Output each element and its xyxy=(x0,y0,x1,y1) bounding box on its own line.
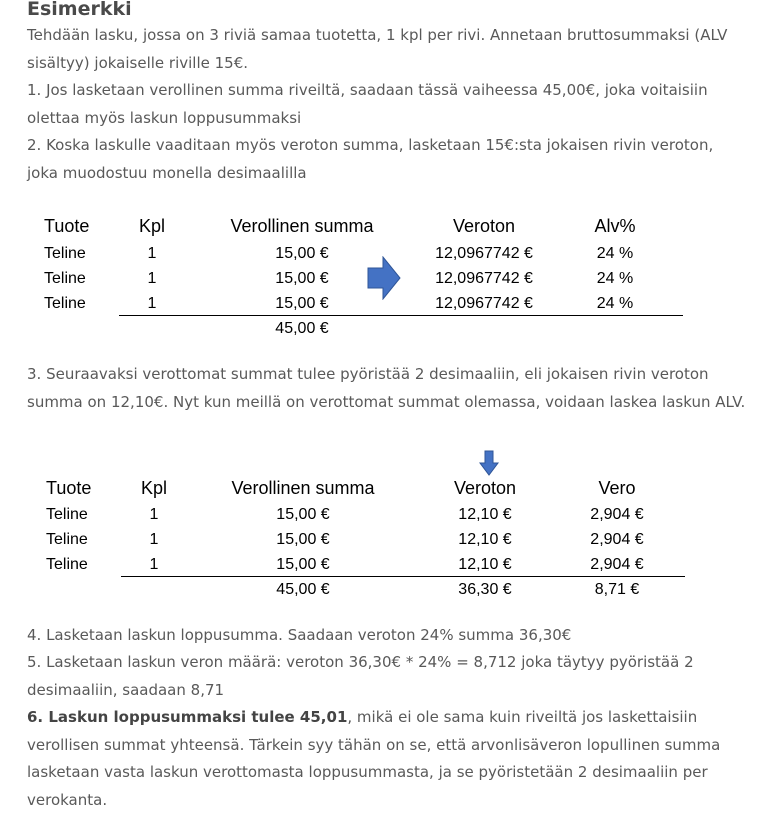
step-2-paragraph: 2. Koska laskulle vaaditaan myös veroton summa, lasketaan 15€:sta jokaisen rivin veroton, joka muodostuu monella desimaalilla xyxy=(27,136,714,182)
arrow-right-icon xyxy=(367,256,401,300)
table-header: Tuote xyxy=(44,216,90,236)
table-cell: 15,00 € xyxy=(275,295,329,312)
table-cell: Teline xyxy=(46,506,88,523)
table-cell: 15,00 € xyxy=(276,506,330,523)
table-header: Verollinen summa xyxy=(231,478,375,498)
table-total: 36,30 € xyxy=(458,581,512,598)
table-total: 45,00 € xyxy=(276,581,330,598)
step-1-paragraph: 1. Jos lasketaan verollinen summa riveiltä, saadaan tässä vaiheessa 45,00€, joka voitaisiin olettaa myös laskun loppusummaksi xyxy=(27,81,708,127)
table-cell: 12,10 € xyxy=(458,556,512,573)
table-cell: 2,904 € xyxy=(590,531,644,548)
table-cell: 15,00 € xyxy=(276,531,330,548)
step-6-paragraph xyxy=(27,704,747,814)
table-total: 8,71 € xyxy=(594,581,640,598)
table-header: Kpl xyxy=(138,216,166,236)
table-cell: 12,10 € xyxy=(458,531,512,548)
total-rule xyxy=(121,576,685,577)
total-rule xyxy=(119,315,683,316)
table-cell: 2,904 € xyxy=(590,506,644,523)
table-cell: Teline xyxy=(44,270,86,287)
step-5-paragraph: 5. Lasketaan laskun veron määrä: veroton 36,30€ * 24% = 8,712 joka täytyy pyöristää 2 desimaaliin, saadaan 8,71 xyxy=(27,653,694,699)
table-cell: 12,0967742 € xyxy=(435,245,533,262)
table-header: Kpl xyxy=(140,478,168,498)
table-cell: 15,00 € xyxy=(275,270,329,287)
table-cell: 24 % xyxy=(596,295,634,312)
table-cell: Teline xyxy=(44,245,86,262)
table-cell: 2,904 € xyxy=(590,556,644,573)
step-3-paragraph: 3. Seuraavaksi verottomat summat tulee pyöristää 2 desimaaliin, eli jokaisen rivin veroton summa on 12,10€. Nyt kun meillä on verottomat summat olemassa, voidaan laskea laskun ALV. xyxy=(27,365,746,411)
intro-paragraph: Tehdään lasku, jossa on 3 riviä samaa tuotetta, 1 kpl per rivi. Annetaan bruttosummaksi (ALV sisältyy) jokaiselle riville 15€. xyxy=(27,26,728,72)
table-cell: 1 xyxy=(149,556,159,573)
table-header: Alv% xyxy=(594,216,636,236)
step-4-paragraph: 4. Lasketaan laskun loppusumma. Saadaan veroton 24% summa 36,30€ xyxy=(27,626,572,644)
table-cell: 1 xyxy=(147,270,157,287)
table-cell: 1 xyxy=(149,506,159,523)
table-total: 45,00 € xyxy=(275,320,329,337)
table-cell: 15,00 € xyxy=(275,245,329,262)
table-cell: 24 % xyxy=(596,245,634,262)
table-header: Veroton xyxy=(452,216,516,236)
table-cell: Teline xyxy=(44,295,86,312)
table-header: Tuote xyxy=(46,478,92,498)
table-cell: Teline xyxy=(46,531,88,548)
table-cell: 12,0967742 € xyxy=(435,295,533,312)
table-cell: 12,0967742 € xyxy=(435,270,533,287)
table-cell: 1 xyxy=(149,531,159,548)
table-cell: 15,00 € xyxy=(276,556,330,573)
conclusion-text: , mikä ei ole sama kuin riveiltä jos laskettaisiin verollisen summat yhteensä. Tärkein syy tähän on se, että arvonlisäveron lopullinen summa lasketaan vasta laskun verottomasta loppusummasta, ja se pyöristetään 2 desimaaliin per verokanta. xyxy=(27,708,721,809)
table-cell: 12,10 € xyxy=(458,506,512,523)
conclusion-bold: 6. Laskun loppusummaksi tulee 45,01 xyxy=(27,708,348,726)
table-header: Vero xyxy=(598,478,636,498)
table-cell: 24 % xyxy=(596,270,634,287)
section-heading: Esimerkki xyxy=(27,0,132,20)
arrow-down-icon xyxy=(479,450,499,476)
table-cell: Teline xyxy=(46,556,88,573)
table-header: Verollinen summa xyxy=(230,216,374,236)
table-cell: 1 xyxy=(147,295,157,312)
table-cell: 1 xyxy=(147,245,157,262)
table-header: Veroton xyxy=(453,478,517,498)
